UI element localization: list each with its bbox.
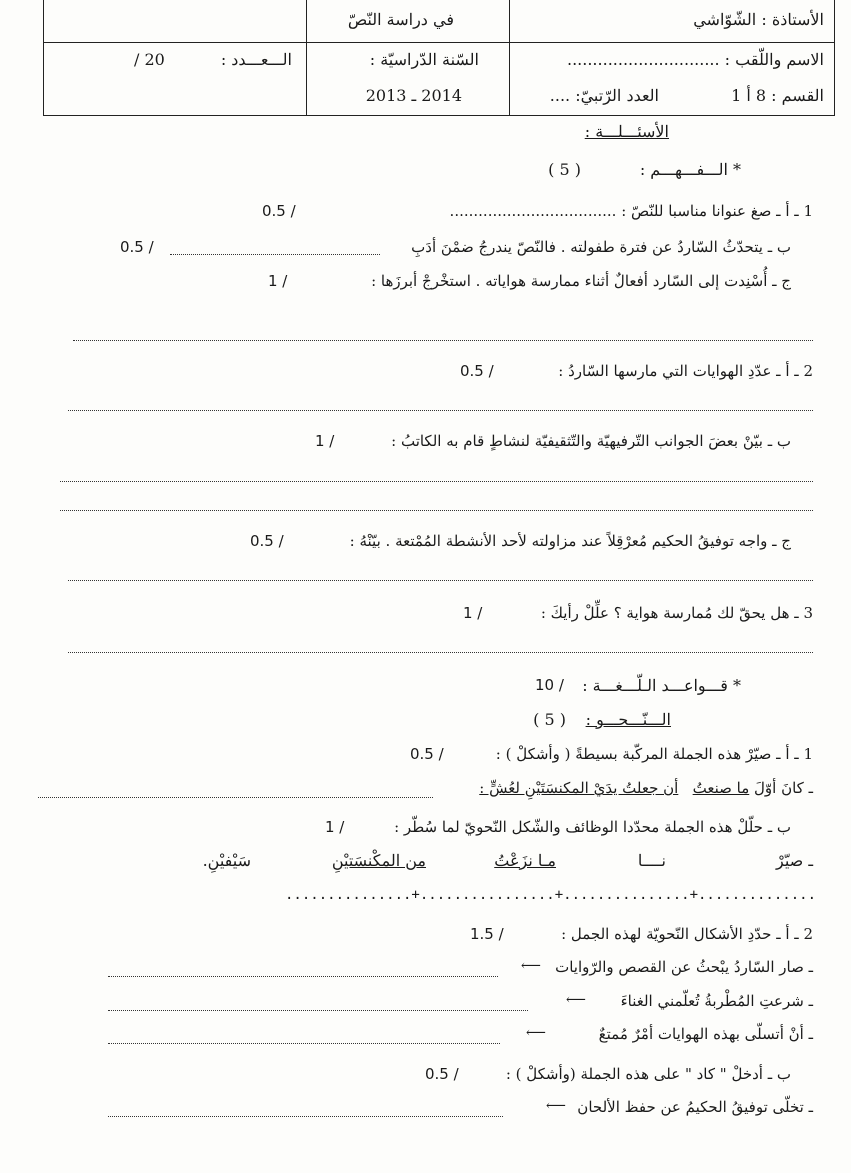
answer-line (108, 1043, 500, 1044)
subject-title: في دراسة النّصّ (347, 10, 454, 29)
nahw-score: ( 5 ) (533, 710, 566, 729)
question-1a: 1 ـ أ ـ صغ عنوانا مناسبا للنّصّ : ................................... (449, 202, 813, 220)
arrow-icon: ⟵ (525, 1025, 546, 1041)
grade-label: الـــعـــدد : (220, 50, 292, 69)
arrow-icon: ⟵ (565, 992, 586, 1008)
grammar-question-2b-mark: 0.5 / (425, 1065, 459, 1083)
answer-line (108, 1010, 528, 1011)
sentence-1-underlined: ما صنعتُ (692, 779, 750, 797)
grammar-question-2a: 2 ـ أ ـ حدّدِ الأشكال النّحويّة لهذه الجمل : (561, 925, 813, 943)
question-1b: ب ـ يتحدّثُ السّاردُ عن فترة طفولته . فالنّصّ يندرجُ ضمْنَ أدَبِ (411, 238, 791, 256)
header-divider (509, 0, 510, 115)
grammar-question-2a-mark: 1.5 / (470, 925, 504, 943)
parse-word-3: مـا نزَعْتُ (494, 851, 556, 870)
arrow-icon: ⟵ (520, 958, 541, 974)
header-divider (44, 42, 834, 43)
question-2a: 2 ـ أ ـ عدّدِ الهوايات التي مارسها السّاردُ : (558, 362, 813, 380)
answer-line (68, 580, 813, 581)
answer-line (60, 510, 813, 511)
grade-value: / 20 (134, 50, 165, 69)
rank-label: العدد الرّتبيّ: .... (549, 86, 659, 105)
parse-word-5: سَيْفيْنِ. (202, 851, 251, 870)
arrow-icon: ⟵ (545, 1098, 566, 1114)
header-divider (306, 0, 307, 115)
school-year-label: السّنة الدّراسيّة : (369, 50, 479, 69)
parse-word-2: نــــا (637, 851, 666, 870)
answer-line (38, 797, 433, 798)
answer-line (108, 1116, 503, 1117)
grammar-question-1a: 1 ـ أ ـ صيّرْ هذه الجملة المركّبة بسيطةً ( وأشكلْ ) : (495, 745, 813, 763)
parse-word-4: من المكْنسَتيْنِ (331, 851, 426, 870)
question-2c: ج ـ واجه توفيقُ الحكيم مُعرْقِلاً عند مزاولته لأحد الأنشطة المُمْتعة . بيّنْهُ : (349, 532, 791, 550)
answer-line (73, 340, 813, 341)
grammar-title: * قـــواعـــد الـلّـــغـــة : (582, 676, 741, 695)
sentence-s1: ـ صار السّاردُ يبْحثُ عن القصص والرّوايات (555, 958, 813, 976)
class-label: القسم : 8 أ 1 (731, 86, 824, 105)
sentence-1 (479, 779, 813, 797)
parse-answer-line: ...............+................+...............+.............. (285, 887, 817, 903)
nahw-title: الـــنّـــحـــو : (585, 710, 671, 729)
sentence-s4: ـ تخلّى توفيقُ الحكيمُ عن حفظ الألحان (577, 1098, 813, 1116)
teacher-name: الأستاذة : الشّوّاشي (693, 10, 824, 29)
answer-line (170, 254, 380, 255)
grammar-question-1b-mark: 1 / (325, 818, 345, 836)
question-1c-mark: 1 / (268, 272, 288, 290)
answer-line (68, 410, 813, 411)
grammar-question-2b: ب ـ أدخلْ " كاد " على هذه الجملة (وأشكلْ ) : (505, 1065, 791, 1083)
question-2b: ب ـ بيّنْ بعضَ الجوانب التّرفيهيّة والتّثقيفيّة لنشاطٍ قام به الكاتبُ : (391, 432, 791, 450)
comprehension-score: ( 5 ) (548, 160, 581, 179)
sentence-s3: ـ أنْ أتسلّى بهذه الهوايات أمْرٌ مُمتعٌ (598, 1025, 813, 1043)
question-3: 3 ـ هل يحقّ لك مُمارسة هواية ؟ علِّلْ رأيكَ : (540, 604, 813, 622)
question-1c: ج ـ أُسْنِدت إلى السّارد أفعالٌ أثناء ممارسة هواياته . استخْرجْ أبرزَها : (371, 272, 791, 290)
answer-line (68, 652, 813, 653)
exam-header-table (43, 0, 835, 116)
answer-line (60, 481, 813, 482)
answer-line (108, 976, 498, 977)
sentence-s2: ـ شرعتِ المُطْربةُ تُعلّمني الغناءَ (620, 992, 813, 1010)
question-3-mark: 1 / (463, 604, 483, 622)
student-name-field: الاسم واللّقب : .............................. (567, 50, 824, 69)
question-2c-mark: 0.5 / (250, 532, 284, 550)
grammar-score: 10 / (535, 676, 564, 694)
grammar-question-1a-mark: 0.5 / (410, 745, 444, 763)
question-1a-mark: 0.5 / (262, 202, 296, 220)
sentence-1-underlined: أن جعلتُ يدَيْ المكنسَتَيْنِ لعُشٍّ : (479, 779, 679, 797)
school-year-value: 2014 ـ 2013 (365, 86, 462, 105)
question-1b-mark: 0.5 / (120, 238, 154, 256)
comprehension-title: * الـــفـــهـــم : (639, 160, 741, 179)
sentence-1-start: ـ كانَ أوّلَ (749, 779, 813, 797)
questions-title: الأسئـــلـــة : (584, 122, 669, 141)
question-2a-mark: 0.5 / (460, 362, 494, 380)
grammar-question-1b: ب ـ حلّلْ هذه الجملة محدّدا الوظائف والشّكل النّحويّ لما سُطّر : (394, 818, 791, 836)
question-2b-mark: 1 / (315, 432, 335, 450)
parse-word-1: ـ صيّرْ (775, 851, 813, 870)
